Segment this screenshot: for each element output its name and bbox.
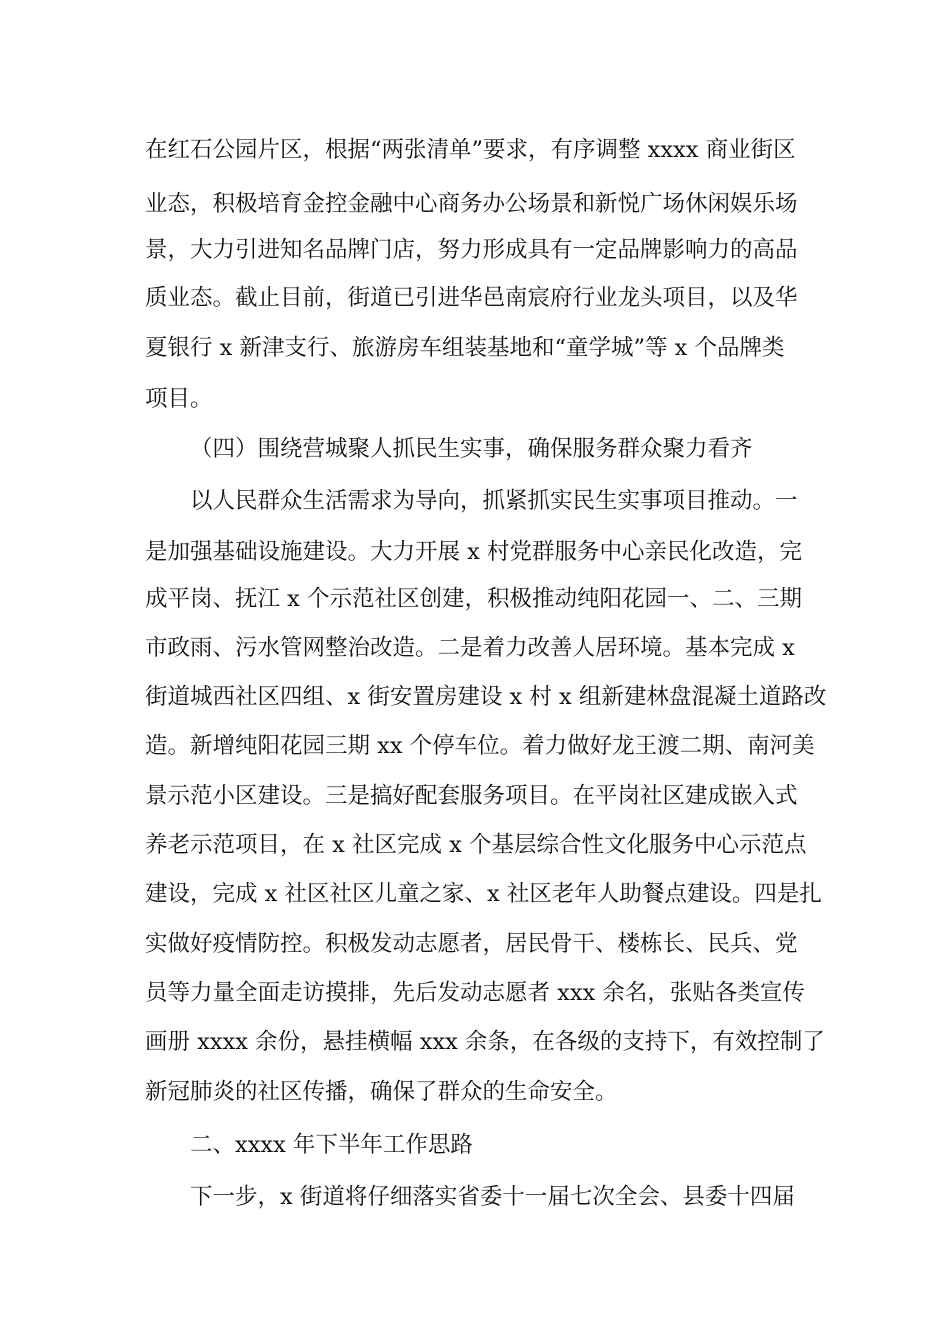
text-line: 养老示范项目，在 x 社区完成 x 个基层综合性文化服务中心示范点 [145, 832, 807, 858]
section-heading: 二、xxxx 年下半年工作思路 [190, 1132, 473, 1158]
text-line: 造。新增纯阳花园三期 xx 个停车位。着力做好龙王渡二期、南河美 [145, 733, 815, 759]
text-line: 画册 xxxx 余份，悬挂横幅 xxx 余条，在各级的支持下，有效控制了 [145, 1029, 825, 1055]
text-line: 实做好疫情防控。积极发动志愿者，居民骨干、楼栋长、民兵、党 [145, 931, 798, 957]
text-line: 是加强基础设施建设。大力开展 x 村党群服务中心亲民化改造，完 [145, 539, 802, 565]
text-line: 以人民群众生活需求为导向，抓紧抓实民生实事项目推动。一 [190, 488, 798, 514]
text-line: 市政雨、污水管网整治改造。二是着力改善人居环境。基本完成 x [145, 635, 795, 661]
text-line: 在红石公园片区，根据“两张清单”要求，有序调整 xxxx 商业街区 [145, 137, 796, 163]
text-line: 项目。 [145, 386, 213, 412]
text-line: 景，大力引进知名品牌门店，努力形成具有一定品牌影响力的高品 [145, 237, 798, 263]
text-line: 质业态。截止目前，街道已引进华邑南宸府行业龙头项目，以及华 [145, 285, 798, 311]
text-line: 建设，完成 x 社区社区儿童之家、x 社区老年人助餐点建设。四是扎 [145, 881, 822, 907]
section-heading: （四）围绕营城聚人抓民生实事，确保服务群众聚力看齐 [190, 436, 753, 462]
text-line: 新冠肺炎的社区传播，确保了群众的生命安全。 [145, 1079, 618, 1105]
text-line: 夏银行 x 新津支行、旅游房车组装基地和“童学城”等 x 个品牌类 [145, 335, 785, 361]
text-line: 街道城西社区四组、x 街安置房建设 x 村 x 组新建林盘混凝土道路改 [145, 684, 827, 710]
text-line: 下一步，x 街道将仔细落实省委十一届七次全会、县委十四届 [190, 1184, 795, 1210]
text-line: 成平岗、抚江 x 个示范社区创建，积极推动纯阳花园一、二、三期 [145, 586, 802, 612]
text-line: 业态，积极培育金控金融中心商务办公场景和新悦广场休闲娱乐场 [145, 191, 798, 217]
text-line: 员等力量全面走访摸排，先后发动志愿者 xxx 余名，张贴各类宣传 [145, 980, 805, 1006]
text-line: 景示范小区建设。三是搞好配套服务项目。在平岗社区建成嵌入式 [145, 783, 798, 809]
